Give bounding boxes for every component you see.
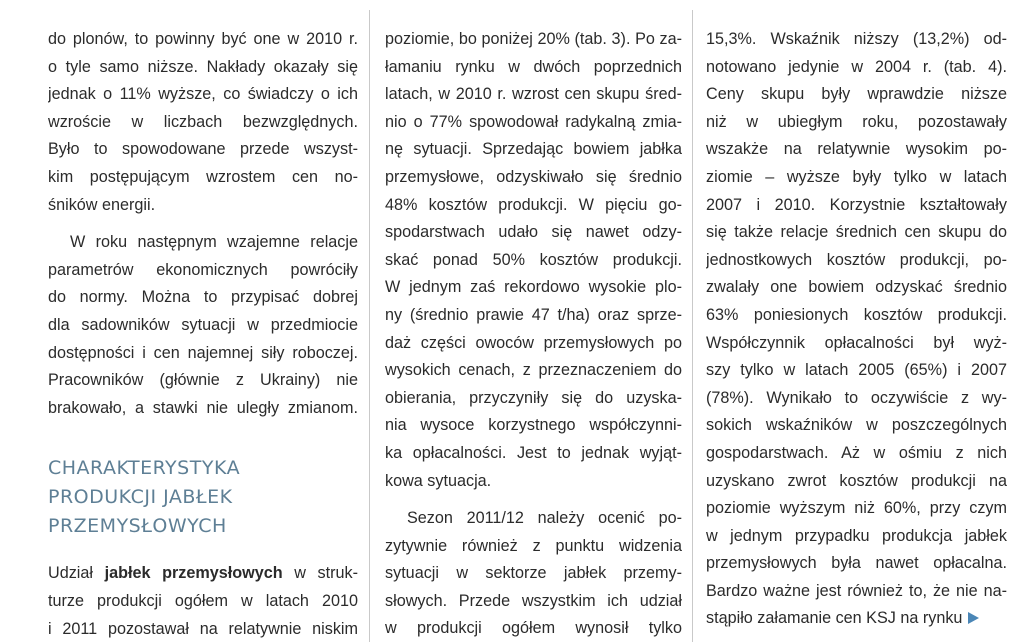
text-line: latach, w 2010 r. wzrost cen skupu śred- <box>385 81 682 109</box>
text-line: uzyskano zwrot kosztów produkcji na <box>706 468 1007 496</box>
text-line: wzroście w liczbach bezwzględnych. <box>48 109 358 137</box>
text-line: 2007 i 2010. Korzystnie kształtowały <box>706 192 1007 220</box>
text-line: i 2011 pozostawał na relatywnie niskim <box>48 616 358 643</box>
text-line: ka opłacalności. Jest to jednak wyjąt- <box>385 440 682 468</box>
text-line: Bardzo ważne jest również to, że nie na- <box>706 578 1007 606</box>
heading-line: PRZEMYSŁOWYCH <box>48 512 358 541</box>
text-line: kim postępującym wzrostem cen no- <box>48 164 358 192</box>
text-line: spodarstwach udało się nawet odzy- <box>385 219 682 247</box>
text-line: (78%). Wynikało to oczywiście z wy- <box>706 385 1007 413</box>
text-line: nę sytuacji. Sprzedając bowiem jabłka <box>385 136 682 164</box>
text-line: ziomie – wyższe były tylko w latach <box>706 164 1007 192</box>
text-line: ny (średnio prawie 47 t/ha) oraz sprze- <box>385 302 682 330</box>
text-line: notowano jedynie w 2004 r. (tab. 4). <box>706 54 1007 82</box>
text-line: Ceny skupu były wprawdzie niższe <box>706 81 1007 109</box>
column-divider <box>692 10 693 642</box>
text-line: łamaniu rynku w dwóch poprzednich <box>385 54 682 82</box>
text-line: 63% poniesionych kosztów produkcji. <box>706 302 1007 330</box>
heading-line: CHARAKTERYSTYKA <box>48 454 358 483</box>
text-line: Pracowników (głównie z Ukrainy) nie <box>48 367 358 395</box>
text-line: przemysłowych była nawet opłacalna. <box>706 550 1007 578</box>
text-line <box>706 605 1007 633</box>
text-line: słowych. Przede wszystkim ich udział <box>385 588 682 616</box>
text-line: poziomie, bo poniżej 20% (tab. 3). Po za- <box>385 26 682 54</box>
section-heading <box>48 454 358 541</box>
text-line: Współczynnik opłacalności był wyż- <box>706 330 1007 358</box>
text-line: niż w ubiegłym roku, pozostawały <box>706 109 1007 137</box>
text-line: parametrów ekonomicznych powróciły <box>48 257 358 285</box>
text-line: o tyle samo niższe. Nakłady okazały się <box>48 54 358 82</box>
text-line: jednostkowych kosztów produkcji, po- <box>706 247 1007 275</box>
text-line: 48% kosztów produkcji. W pięciu go- <box>385 192 682 220</box>
text-line: w produkcji ogółem wynosił tylko <box>385 615 682 643</box>
text-line: do plonów, to powinny być one w 2010 r. <box>48 26 358 54</box>
heading-line: PRODUKCJI JABŁEK <box>48 483 358 512</box>
text-column-1 <box>48 26 358 642</box>
text-line: W roku następnym wzajemne relacje <box>48 229 358 257</box>
text-line: dla sadowników sytuacji w przedmiocie <box>48 312 358 340</box>
text-line: turze produkcji ogółem w latach 2010 <box>48 588 358 616</box>
text-line: poziomie wyższym niż 60%, przy czym <box>706 495 1007 523</box>
text-line: sytuacji w sektorze jabłek przemy- <box>385 560 682 588</box>
bold-term: jabłek przemysłowych <box>105 564 283 582</box>
text-line: gospodarstwach. Aż w ośmiu z nich <box>706 440 1007 468</box>
text-fragment: Udział <box>48 564 105 582</box>
text-line: sokich wskaźników w poszczególnych <box>706 412 1007 440</box>
text-line: dostępności i cen najemnej siły roboczej. <box>48 340 358 368</box>
text-line: brakowało, a stawki nie uległy zmianom. <box>48 395 358 423</box>
text-line: 15,3%. Wskaźnik niższy (13,2%) od- <box>706 26 1007 54</box>
text-fragment: w struk- <box>283 564 358 582</box>
text-line: obierania, przyczyniły się do uzyska- <box>385 385 682 413</box>
continue-arrow-icon <box>968 612 979 624</box>
text-line: wszakże na relatywnie wysokim po- <box>706 136 1007 164</box>
text-line: skać ponad 50% kosztów produkcji. <box>385 247 682 275</box>
text-line: zwalały one bowiem odzyskać średnio <box>706 274 1007 302</box>
text-line: wysokich cenach, z przeznaczeniem do <box>385 357 682 385</box>
text-line: zytywnie również z punktu widzenia <box>385 533 682 561</box>
text-line: nia wysoce korzystnego współczynni- <box>385 412 682 440</box>
text-line: jednak o 11% wyższe, co świadczy o ich <box>48 81 358 109</box>
text-line: W jednym zaś rekordowo wysokie plo- <box>385 274 682 302</box>
text-line: śników energii. <box>48 192 358 220</box>
text-line: się także relacje średnich cen skupu do <box>706 219 1007 247</box>
text-column-3 <box>706 26 1007 642</box>
text-line: Było to spowodowane przede wszyst- <box>48 136 358 164</box>
text-line: daż części owoców przemysłowych po <box>385 330 682 358</box>
text-fragment: stąpiło załamanie cen KSJ na rynku <box>706 609 962 627</box>
text-line: do normy. Można to przypisać dobrej <box>48 284 358 312</box>
column-divider <box>369 10 370 642</box>
text-line: przemysłowe, odzyskiwało się średnio <box>385 164 682 192</box>
text-line: Sezon 2011/12 należy ocenić po- <box>385 505 682 533</box>
text-line: szy tylko w latach 2005 (65%) i 2007 <box>706 357 1007 385</box>
text-line: kowa sytuacja. <box>385 468 682 496</box>
text-column-2 <box>385 26 682 642</box>
text-line: nio o 77% spowodował radykalną zmia- <box>385 109 682 137</box>
text-line: w jednym przypadku produkcja jabłek <box>706 523 1007 551</box>
text-line <box>48 560 358 588</box>
